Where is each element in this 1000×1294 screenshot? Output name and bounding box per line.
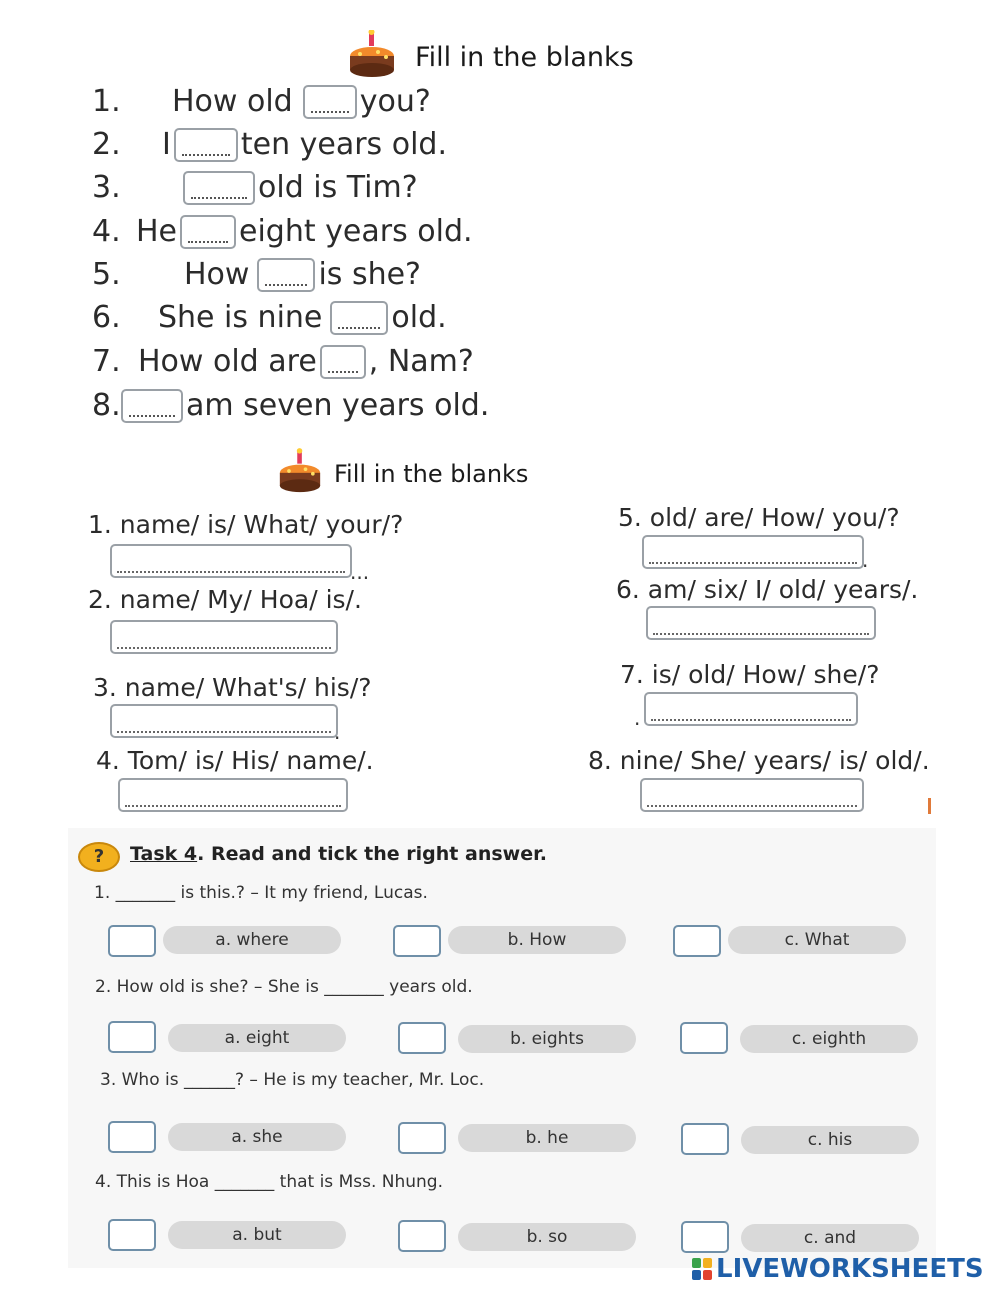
scramble-item-8: 8. nine/ She/ years/ is/ old/. xyxy=(588,746,930,775)
question-1: 1. _______ is this.? – It my friend, Lucas. xyxy=(94,883,428,903)
option-2b: b. eights xyxy=(458,1025,636,1053)
line-text-after: you? xyxy=(359,84,431,119)
tick-box-4c[interactable] xyxy=(681,1221,729,1253)
leading-dots: . xyxy=(634,706,641,730)
answer-box-4[interactable] xyxy=(118,778,348,812)
line-text-before: She is nine xyxy=(158,300,323,335)
line-number: 5. xyxy=(92,257,121,292)
option-4a: a. but xyxy=(168,1221,346,1249)
answer-box-1[interactable] xyxy=(110,544,352,578)
option-2a: a. eight xyxy=(168,1024,346,1052)
blank-line-4 xyxy=(92,214,473,249)
tick-box-2c[interactable] xyxy=(680,1022,728,1054)
answer-blank[interactable] xyxy=(183,171,255,205)
answer-box-3[interactable] xyxy=(110,704,338,738)
line-number: 3. xyxy=(92,170,121,205)
logo-text: LIVEWORKSHEETS xyxy=(716,1254,984,1284)
blank-line-5 xyxy=(92,257,421,292)
section2-title: Fill in the blanks xyxy=(334,460,529,488)
line-number: 8. xyxy=(92,388,121,423)
option-3b: b. he xyxy=(458,1124,636,1152)
stray-mark xyxy=(928,798,931,814)
scramble-item-3: 3. name/ What's/ his/? xyxy=(93,673,372,702)
scramble-item-5: 5. old/ are/ How/ you/? xyxy=(618,503,900,532)
liveworksheets-logo xyxy=(692,1254,984,1284)
option-4b: b. so xyxy=(458,1223,636,1251)
option-2c: c. eighth xyxy=(740,1025,918,1053)
line-number: 6. xyxy=(92,300,121,335)
blank-line-7 xyxy=(92,344,474,379)
line-number: 2. xyxy=(92,127,121,162)
cake-icon xyxy=(348,30,396,78)
trailing-dots: . xyxy=(862,548,869,572)
option-1b: b. How xyxy=(448,926,626,954)
tick-box-2b[interactable] xyxy=(398,1022,446,1054)
answer-box-6[interactable] xyxy=(646,606,876,640)
answer-blank[interactable] xyxy=(121,389,183,423)
line-text-after: old is Tim? xyxy=(258,170,418,205)
section1-title: Fill in the blanks xyxy=(415,42,634,73)
blank-line-3 xyxy=(92,170,418,205)
line-text-after: , Nam? xyxy=(368,344,474,379)
line-text-before: How xyxy=(184,257,250,292)
answer-blank[interactable] xyxy=(174,128,238,162)
question-icon: ? xyxy=(78,842,120,872)
blank-line-8 xyxy=(92,388,489,423)
tick-box-3b[interactable] xyxy=(398,1122,446,1154)
option-4c: c. and xyxy=(741,1224,919,1252)
tick-box-3c[interactable] xyxy=(681,1123,729,1155)
question-3: 3. Who is ______? – He is my teacher, Mr. Loc. xyxy=(100,1070,485,1090)
tick-box-2a[interactable] xyxy=(108,1021,156,1053)
tick-box-1a[interactable] xyxy=(108,925,156,957)
answer-box-2[interactable] xyxy=(110,620,338,654)
line-text-before: How old are xyxy=(138,344,317,379)
line-number: 4. xyxy=(92,214,121,249)
line-text-before: He xyxy=(136,214,178,249)
tick-box-4a[interactable] xyxy=(108,1219,156,1251)
task4-instruction: . Read and tick the right answer. xyxy=(197,843,547,865)
trailing-dots: ... xyxy=(350,560,370,584)
scramble-item-2: 2. name/ My/ Hoa/ is/. xyxy=(88,585,362,614)
logo-grid-icon xyxy=(692,1258,712,1280)
answer-box-5[interactable] xyxy=(642,535,864,569)
task4-heading xyxy=(130,843,547,865)
answer-blank[interactable] xyxy=(330,301,388,335)
blank-line-1 xyxy=(92,84,431,119)
cake-icon xyxy=(278,446,322,496)
line-text-after: am seven years old. xyxy=(186,388,490,423)
scramble-item-6: 6. am/ six/ I/ old/ years/. xyxy=(616,575,919,604)
answer-blank[interactable] xyxy=(303,85,357,119)
question-2: 2. How old is she? – She is _______ years old. xyxy=(95,977,473,997)
answer-box-7[interactable] xyxy=(644,692,858,726)
answer-box-8[interactable] xyxy=(640,778,864,812)
option-3a: a. she xyxy=(168,1123,346,1151)
option-1c: c. What xyxy=(728,926,906,954)
scramble-item-7: 7. is/ old/ How/ she/? xyxy=(620,660,880,689)
tick-box-1b[interactable] xyxy=(393,925,441,957)
tick-box-3a[interactable] xyxy=(108,1121,156,1153)
option-3c: c. his xyxy=(741,1126,919,1154)
answer-blank[interactable] xyxy=(180,215,236,249)
line-text-before: I xyxy=(162,127,171,162)
line-text-after: old. xyxy=(391,300,447,335)
option-1a: a. where xyxy=(163,926,341,954)
line-number: 7. xyxy=(92,344,121,379)
line-text-after: is she? xyxy=(318,257,421,292)
line-number: 1. xyxy=(92,84,121,119)
tick-box-1c[interactable] xyxy=(673,925,721,957)
answer-blank[interactable] xyxy=(320,345,366,379)
line-text-after: ten years old. xyxy=(240,127,447,162)
trailing-dots: . xyxy=(334,720,341,744)
scramble-item-4: 4. Tom/ is/ His/ name/. xyxy=(96,746,374,775)
question-4: 4. This is Hoa _______ that is Mss. Nhung. xyxy=(95,1172,443,1192)
blank-line-2 xyxy=(92,127,447,162)
line-text-before: How old xyxy=(172,84,293,119)
line-text-after: eight years old. xyxy=(239,214,473,249)
task4-label: Task 4 xyxy=(130,843,198,865)
answer-blank[interactable] xyxy=(257,258,315,292)
scramble-item-1: 1. name/ is/ What/ your/? xyxy=(88,510,404,539)
blank-line-6 xyxy=(92,300,447,335)
tick-box-4b[interactable] xyxy=(398,1220,446,1252)
